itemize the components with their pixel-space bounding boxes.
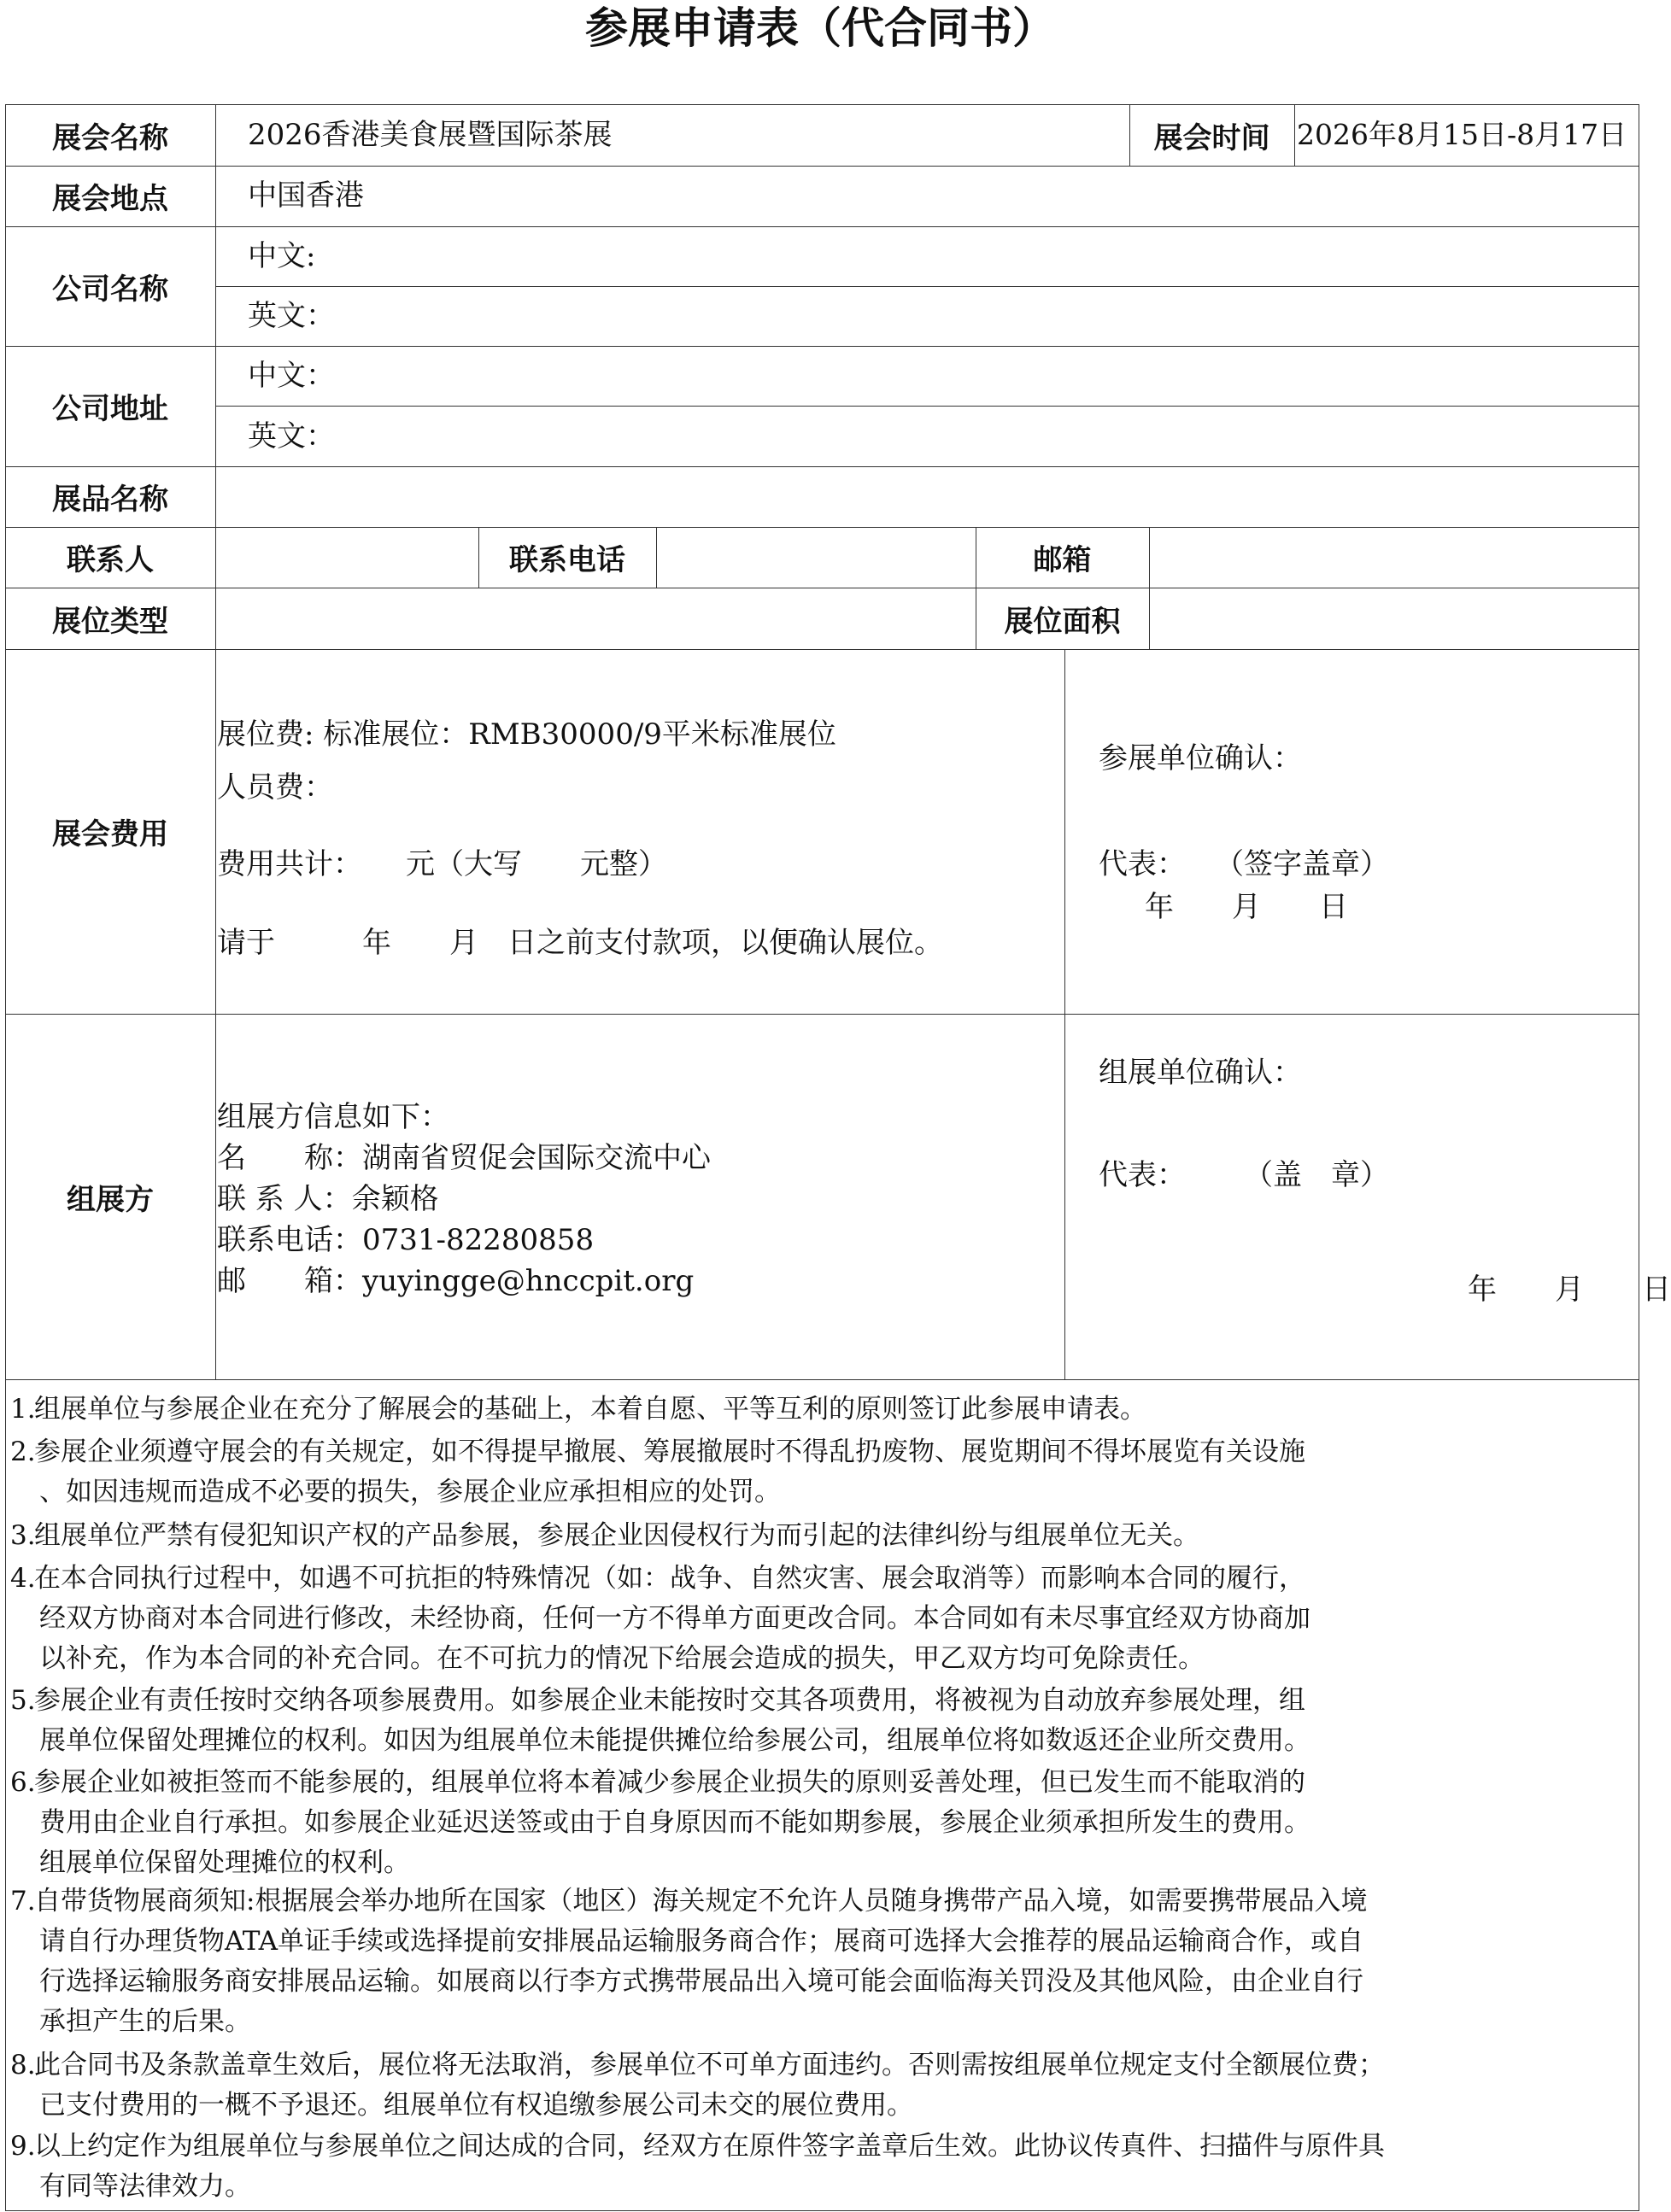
payment-deadline-line: 请于 年 月 日之前支付款项，以便确认展位。 bbox=[217, 926, 943, 960]
organizer-confirm-label: 组展单位确认： bbox=[1099, 1056, 1302, 1090]
term-text-continued: 以补充，作为本合同的补充合同。在不可抗力的情况下给展会造成的损失，甲乙双方均可免除责任。 bbox=[39, 1643, 1205, 1674]
expo-fee-label: 展会费用 bbox=[52, 817, 168, 851]
term-item bbox=[10, 1516, 1629, 1556]
staff-fee-line: 人员费： bbox=[217, 770, 333, 805]
label-column-divider bbox=[215, 104, 216, 1379]
term-text: 自带货物展商须知:根据展会举办地所在国家（地区）海关规定不允许人员随身携带产品入境，如需要携带展品入境 bbox=[34, 1886, 1368, 1916]
term-text-continued: 、如因违规而造成不必要的损失，参展企业应承担相应的处罚。 bbox=[39, 1477, 781, 1507]
term-text-continued: 经双方协商对本合同进行修改，未经协商，任何一方不得单方面更改合同。本合同如有未尽事宜经双方协商加 bbox=[39, 1603, 1310, 1634]
organizer-email: 邮 箱：yuyingge@hnccpit.org bbox=[217, 1264, 695, 1298]
term-text: 组展单位与参展企业在充分了解展会的基础上，本着自愿、平等互利的原则签订此参展申请表。 bbox=[34, 1394, 1146, 1425]
company-address-label: 公司地址 bbox=[52, 392, 168, 426]
term-text-continued: 行选择运输服务商安排展品运输。如展商以行李方式携带展品出入境可能会面临海关罚没及其他风险，由企业自行 bbox=[39, 1966, 1363, 1997]
company-address-cn-field[interactable]: 中文： bbox=[248, 359, 335, 393]
organizer-name: 名 称：湖南省贸促会国际交流中心 bbox=[217, 1141, 711, 1175]
table-border-bottom bbox=[5, 2210, 1639, 2211]
term-number: 2. bbox=[10, 1437, 36, 1467]
term-text: 组展单位严禁有侵犯知识产权的产品参展，参展企业因侵权行为而引起的法律纠纷与组展单位无关。 bbox=[34, 1520, 1199, 1551]
term-text: 参展企业如被拒签而不能参展的，组展单位将本着减少参展企业损失的原则妥善处理，但已发生而不能取消的 bbox=[34, 1767, 1305, 1798]
table-col-divider bbox=[656, 527, 657, 588]
booth-area-label: 展位面积 bbox=[1004, 604, 1121, 639]
table-row-divider bbox=[5, 1379, 1639, 1380]
email-label: 邮箱 bbox=[1033, 543, 1092, 577]
contact-person-label: 联系人 bbox=[67, 543, 154, 577]
organizer-phone: 联系电话：0731-82280858 bbox=[217, 1223, 595, 1257]
table-row-divider bbox=[5, 166, 1639, 167]
contact-phone-label: 联系电话 bbox=[509, 543, 625, 577]
table-row-divider bbox=[215, 406, 1639, 407]
term-item bbox=[10, 1390, 1629, 1430]
term-text: 在本合同执行过程中，如遇不可抗拒的特殊情况（如：战争、自然灾害、展会取消等）而影响本合同的履行， bbox=[34, 1563, 1305, 1594]
term-text-continued: 展单位保留处理摊位的权利。如因为组展单位未能提供摊位给参展公司，组展单位将如数返还企业所交费用。 bbox=[39, 1725, 1310, 1756]
term-number: 3. bbox=[10, 1520, 36, 1551]
term-item bbox=[10, 1763, 1629, 1883]
term-text-continued: 已支付费用的一概不予退还。组展单位有权追缴参展公司未交的展位费用。 bbox=[39, 2090, 913, 2121]
term-number: 8. bbox=[10, 2050, 36, 2080]
company-name-label: 公司名称 bbox=[52, 272, 168, 307]
term-number: 6. bbox=[10, 1767, 36, 1798]
term-text-continued: 请自行办理货物ATA单证手续或选择提前安排展品运输服务商合作；展商可选择大会推荐的展品运输商合作，或自 bbox=[39, 1926, 1364, 1957]
organizer-stamp-field[interactable]: 代表： （盖 章） bbox=[1099, 1158, 1389, 1192]
table-border-top bbox=[5, 104, 1639, 105]
expo-name-value: 2026香港美食展暨国际茶展 bbox=[248, 118, 613, 152]
term-text-continued: 费用由企业自行承担。如参展企业延迟送签或由于自身原因而不能如期参展，参展企业须承担所发生的费用。 bbox=[39, 1807, 1310, 1838]
term-item bbox=[10, 1681, 1629, 1761]
term-text-continued: 有同等法律效力。 bbox=[39, 2171, 251, 2202]
term-item bbox=[10, 2045, 1629, 2126]
term-text-continued: 组展单位保留处理摊位的权利。 bbox=[39, 1847, 410, 1878]
expo-time-label: 展会时间 bbox=[1153, 120, 1270, 155]
term-number: 1. bbox=[10, 1394, 36, 1425]
table-row-divider bbox=[5, 226, 1639, 227]
term-number: 9. bbox=[10, 2131, 36, 2162]
company-name-en-field[interactable]: 英文： bbox=[248, 299, 335, 333]
term-text: 以上约定作为组展单位与参展单位之间达成的合同，经双方在原件签字盖章后生效。此协议传真件、扫描件与原件具 bbox=[34, 2131, 1385, 2162]
booth-fee-line: 展位费: 标准展位：RMB30000/9平米标准展位 bbox=[217, 717, 836, 752]
term-item bbox=[10, 1559, 1629, 1679]
company-address-en-field[interactable]: 英文： bbox=[248, 419, 335, 454]
table-col-divider bbox=[1064, 649, 1065, 1379]
fee-total-line: 费用共计： 元（大写 元整） bbox=[217, 847, 667, 881]
term-text: 此合同书及条款盖章生效后，展位将无法取消，参展单位不可单方面违约。否则需按组展单位规定支付全额展位费； bbox=[34, 2050, 1385, 2080]
table-row-divider bbox=[5, 346, 1639, 347]
term-item bbox=[10, 1432, 1629, 1513]
table-col-divider bbox=[1294, 104, 1295, 166]
table-row-divider bbox=[5, 527, 1639, 528]
table-col-divider bbox=[1149, 527, 1150, 649]
page-title: 参展申请表（代合同书） bbox=[585, 3, 1055, 53]
expo-name-label: 展会名称 bbox=[52, 120, 168, 155]
table-row-divider bbox=[5, 649, 1639, 650]
table-row-divider bbox=[215, 286, 1639, 287]
organizer-label: 组展方 bbox=[67, 1182, 154, 1217]
term-text-continued: 承担产生的后果。 bbox=[39, 2006, 251, 2037]
table-row-divider bbox=[5, 466, 1639, 467]
term-item bbox=[10, 2127, 1629, 2207]
expo-time-value: 2026年8月15日-8月17日 bbox=[1297, 118, 1627, 151]
table-row-divider bbox=[5, 1014, 1639, 1015]
exhibitor-signature-field[interactable]: 代表： （签字盖章） bbox=[1099, 847, 1389, 881]
term-number: 4. bbox=[10, 1563, 36, 1594]
expo-place-value: 中国香港 bbox=[248, 178, 364, 213]
term-text: 参展企业须遵守展会的有关规定，如不得提早撤展、筹展撤展时不得乱扔废物、展览期间不得坏展览有关设施 bbox=[34, 1437, 1305, 1467]
expo-place-label: 展会地点 bbox=[52, 182, 168, 216]
product-name-label: 展品名称 bbox=[52, 483, 168, 517]
organizer-intro: 组展方信息如下： bbox=[217, 1100, 449, 1134]
exhibitor-sign-date: 年 月 日 bbox=[1145, 890, 1348, 924]
exhibitor-confirm-label: 参展单位确认： bbox=[1099, 741, 1302, 775]
term-number: 7. bbox=[10, 1886, 36, 1916]
term-item bbox=[10, 1881, 1629, 2042]
booth-type-label: 展位类型 bbox=[52, 604, 168, 639]
company-name-cn-field[interactable]: 中文: bbox=[248, 239, 316, 273]
term-number: 5. bbox=[10, 1685, 36, 1716]
organizer-sign-date: 年 月 日 bbox=[1468, 1273, 1671, 1307]
term-text: 参展企业有责任按时交纳各项参展费用。如参展企业未能按时交其各项费用，将被视为自动放弃参展处理，组 bbox=[34, 1685, 1305, 1716]
organizer-contact: 联 系 人：余颖格 bbox=[217, 1182, 439, 1216]
